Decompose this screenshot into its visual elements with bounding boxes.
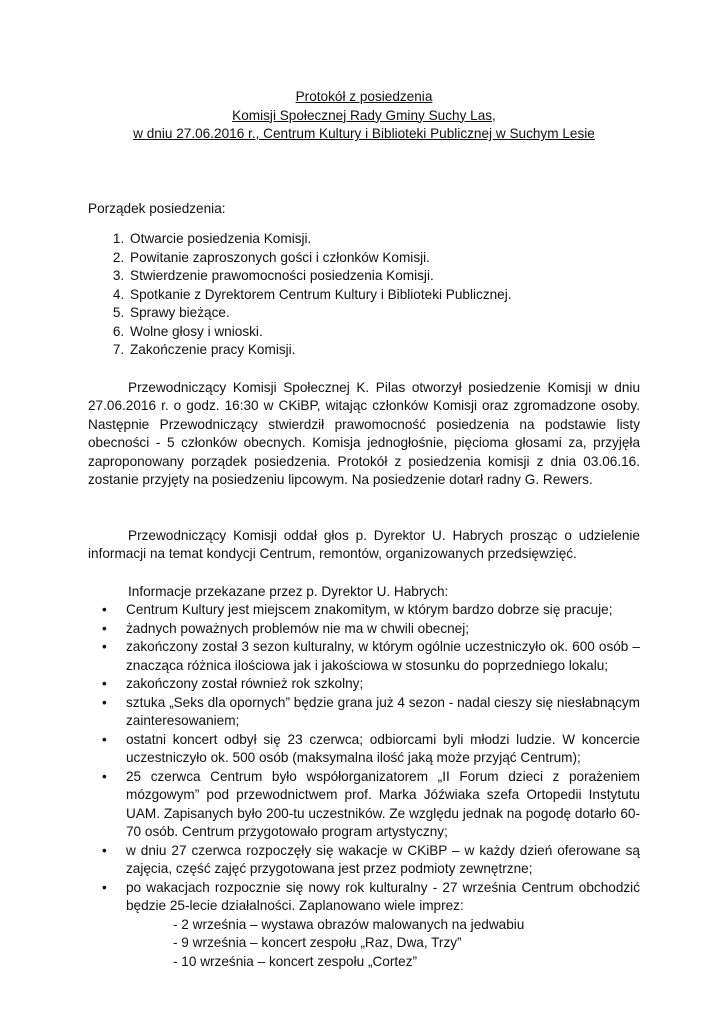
opening-paragraph: Przewodniczący Komisji Społecznej K. Pilas otworzył posiedzenie Komisji w dniu 27.06.2016 r. o godz. 16:30 w CKiBP, witając członków Komisji oraz zgromadzone osoby. Następnie Przewodniczący stwierdził prawomocność posiedzenia na podstawie listy obecności - 5 członków obecnych. Komisja jednogłośnie, pięcioma głosami za, przyjęła zaproponowany porządek posiedzenia. Protokół z posiedzenia komisji z dnia 03.06.16. zostanie przyjęty na posiedzeniu lipcowym. Na posiedzenie dotarł radny G. Rewers. (88, 379, 640, 487)
agenda-heading: Porządek posiedzenia: (88, 200, 226, 216)
bullet-item (88, 768, 640, 842)
bullet-item (88, 694, 640, 731)
bullet-item (88, 620, 640, 639)
agenda-item: 3. Stwierdzenie prawomocności posiedzenia Komisji. (128, 267, 640, 286)
agenda-item: 6. Wolne głosy i wnioski. (128, 323, 640, 342)
bullet-icon: • (102, 620, 107, 636)
bullet-text: sztuka „Seks dla opornych” będzie grana już 4 sezon - nadal cieszy się niesłabnącym zainteresowaniem; (126, 694, 640, 728)
title-line-2: Komisji Społecznej Rady Gminy Suchy Las, (232, 107, 496, 123)
bullet-text: w dniu 27 czerwca rozpoczęły się wakacje w CKiBP – w każdy dzień oferowane są zajęcia, część zajęć przygotowana jest przez podmioty zewnętrzne; (126, 842, 640, 876)
director-paragraph: Przewodniczący Komisji oddał głos p. Dyrektor U. Habrych prosząc o udzielenie informacji na temat kondycji Centrum, remontów, organizowanych przedsięwzięć. (88, 527, 640, 561)
bullet-icon: • (102, 842, 107, 858)
bullet-icon: • (102, 731, 107, 747)
bullet-item (88, 675, 640, 694)
event-list (88, 916, 640, 972)
title-line-1: Protokół z posiedzenia (295, 89, 433, 104)
bullet-icon: • (102, 694, 107, 710)
bullet-text: zakończony został 3 sezon kulturalny, w którym ogólnie uczestniczyło ok. 600 osób – znacząca różnica ilościowa jak i jakościowa w stosunku do poprzedniego lokalu; (126, 639, 640, 673)
bullet-text: 25 czerwca Centrum było współorganizatorem „II Forum dzieci z porażeniem mózgowym” pod przewodnictwem prof. Marka Jóźwiaka szefa Ortopedii Instytutu UAM. Zapisanych było 200-tu uczestników. Ze względu jednak na pogodę dotarło 60-70 osób. Centrum przygotowało program artystyczny; (126, 768, 640, 839)
bullet-item (88, 638, 640, 675)
document-title (88, 88, 640, 144)
bullet-text: żadnych poważnych problemów nie ma w chwili obecnej; (126, 620, 470, 636)
agenda-item: 4. Spotkanie z Dyrektorem Centrum Kultury i Biblioteki Publicznej. (128, 286, 640, 305)
bullet-icon: • (102, 676, 107, 691)
event-item: - 10 września – koncert zespołu „Cortez” (173, 953, 418, 969)
event-item: - 9 września – koncert zespołu „Raz, Dwa, Trzy” (173, 935, 462, 950)
bullet-item (88, 879, 640, 916)
agenda-item: 1. Otwarcie posiedzenia Komisji. (128, 230, 640, 249)
bullet-text: zakończony został również rok szkolny; (126, 676, 364, 691)
bullet-text: ostatni koncert odbył się 23 czerwca; odbiorcami byli młodzi ludzie. W koncercie uczestniczyło ok. 500 osób (maksymalna ilość jaką może przyjąć Centrum); (126, 731, 640, 765)
bullet-icon: • (102, 768, 107, 784)
bullet-icon: • (102, 602, 107, 617)
info-heading: Informacje przekazane przez p. Dyrektor U. Habrych: (128, 583, 449, 599)
bullet-text: po wakacjach rozpocznie się nowy rok kulturalny - 27 września Centrum obchodzić będzie 25-lecie działalności. Zaplanowano wiele imprez: (126, 879, 640, 913)
agenda-list (88, 230, 640, 360)
agenda-item: 7. Zakończenie pracy Komisji. (128, 341, 640, 360)
agenda-item: 5. Sprawy bieżące. (128, 304, 640, 323)
bullet-item (88, 601, 640, 620)
bullet-item (88, 842, 640, 879)
bullet-item (88, 731, 640, 768)
bullet-icon: • (102, 879, 107, 895)
event-item: - 2 września – wystawa obrazów malowanych na jedwabiu (173, 916, 525, 932)
info-bullet-list (88, 601, 640, 916)
agenda-item: 2. Powitanie zaproszonych gości i członków Komisji. (128, 249, 640, 268)
bullet-text: Centrum Kultury jest miejscem znakomitym, w którym bardzo dobrze się pracuje; (126, 602, 613, 617)
title-line-3: w dniu 27.06.2016 r., Centrum Kultury i Biblioteki Publicznej w Suchym Lesie (133, 126, 595, 141)
bullet-icon: • (102, 639, 107, 654)
document-page (88, 88, 640, 971)
